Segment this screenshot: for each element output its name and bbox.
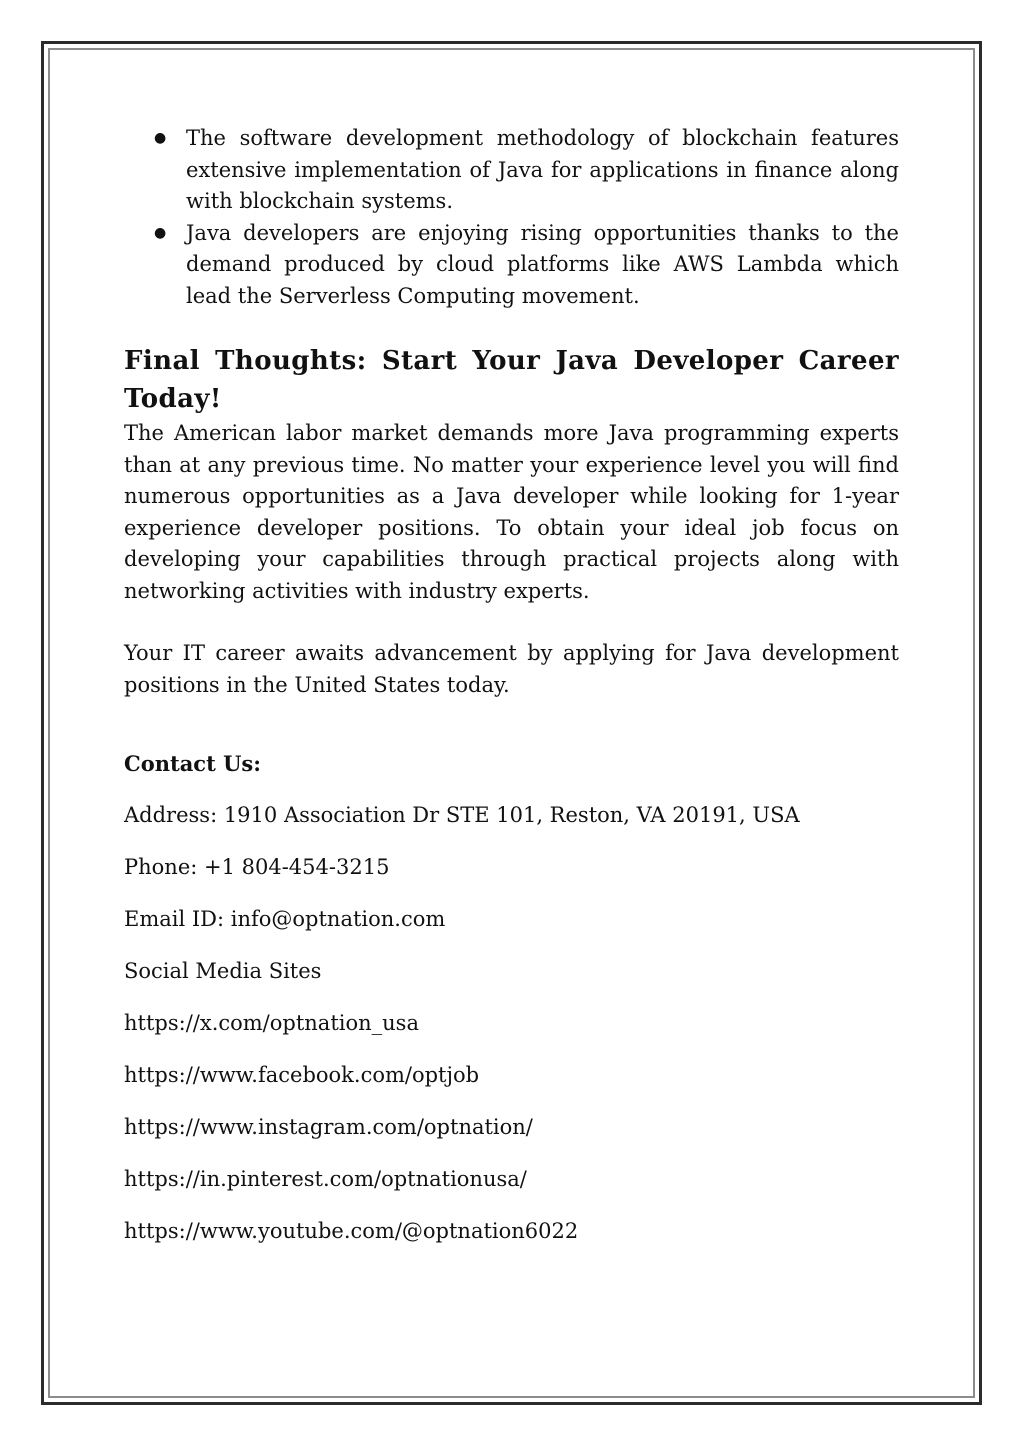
- social-link-x[interactable]: https://x.com/optnation_usa: [124, 1011, 419, 1035]
- bullet-text: The software development methodology of blockchain features extensive implementation of Java for applications in finance along with blockchain systems.: [186, 126, 899, 213]
- paragraph: Your IT career awaits advancement by applying for Java development positions in the United States today.: [124, 641, 899, 697]
- bullet-list: [124, 123, 899, 312]
- social-media-title: Social Media Sites: [124, 959, 322, 983]
- contact-title: Contact Us:: [124, 751, 261, 776]
- social-link-instagram[interactable]: https://www.instagram.com/optnation/: [124, 1115, 533, 1139]
- social-link-youtube[interactable]: https://www.youtube.com/@optnation6022: [124, 1219, 579, 1243]
- bullet-item: [154, 218, 899, 313]
- paragraph: The American labor market demands more Java programming experts than at any previous time. No matter your experience level you will find numerous opportunities as a Java developer while looking for 1-year experience developer positions. To obtain your ideal job focus on developing your capabilities through practical projects along with networking activities with industry experts.: [124, 421, 899, 603]
- social-link-facebook[interactable]: https://www.facebook.com/optjob: [124, 1063, 480, 1087]
- contact-address: Address: 1910 Association Dr STE 101, Reston, VA 20191, USA: [124, 803, 800, 827]
- bullet-item: [154, 123, 899, 218]
- bullet-dot-icon: ●: [154, 224, 167, 241]
- social-link-pinterest[interactable]: https://in.pinterest.com/optnationusa/: [124, 1167, 527, 1191]
- bullet-dot-icon: ●: [154, 130, 167, 146]
- section-heading: Final Thoughts: Start Your Java Developer Career Today!: [124, 346, 899, 414]
- contact-phone: Phone: +1 804-454-3215: [124, 855, 390, 879]
- bullet-text: Java developers are enjoying rising opportunities thanks to the demand produced by cloud platforms like AWS Lambda which lead the Serverless Computing movement.: [186, 220, 899, 308]
- document-content: [124, 123, 899, 1247]
- contact-email: Email ID: info@optnation.com: [124, 907, 446, 931]
